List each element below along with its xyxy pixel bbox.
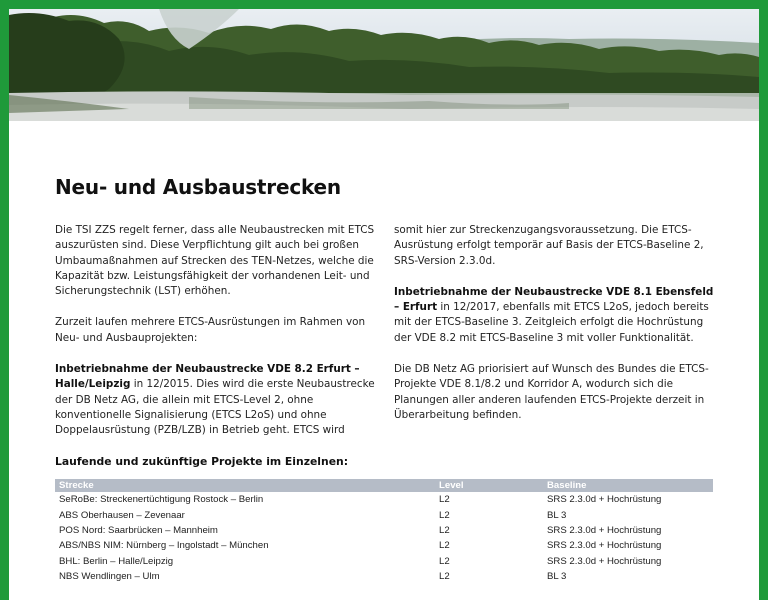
page-frame: [9, 9, 759, 600]
paragraph: [394, 285, 716, 346]
table-cell: L2: [439, 509, 450, 521]
table-cell: SeRoBe: Streckenertüchtigung Rostock – Berlin: [59, 494, 264, 506]
table-row: [55, 507, 713, 522]
table-row: [55, 569, 713, 584]
paragraph: Zurzeit laufen mehrere ETCS-Ausrüstungen im Rahmen von Neu- und Ausbauprojekten:: [55, 316, 366, 344]
page-title: Neu- und Ausbaustrecken: [55, 175, 341, 199]
paragraph: [55, 362, 377, 438]
table-cell: NBS Wendlingen – Ulm: [59, 571, 160, 583]
column-header-baseline: Baseline: [543, 479, 713, 492]
table-row: [55, 538, 713, 553]
table-cell: L2: [439, 494, 450, 506]
banner-photo: [9, 9, 759, 121]
paragraph-text: in 12/2017, ebenfalls mit ETCS L2oS, jedoch bereits mit der ETCS-Baseline 3. Zeitgleich erfolgt die Hochrüstung der VDE 8.2 mit ETCS-Baseline 3 mit voller Funktionalität.: [394, 301, 709, 344]
table-cell: SRS 2.3.0d + Hochrüstung: [547, 524, 662, 536]
table-cell: ABS/NBS NIM: Nürnberg – Ingolstadt – München: [59, 540, 269, 552]
landscape-image: [9, 9, 759, 121]
table-row: [55, 554, 713, 569]
table-cell: BL 3: [547, 509, 567, 521]
table-header-row: [55, 479, 713, 492]
paragraph: Die DB Netz AG priorisiert auf Wunsch des Bundes die ETCS-Projekte VDE 8.1/8.2 und Korridor A, wodurch sich die Planungen aller anderen laufenden ETCS-Projekte derzeit in Überarbeitung befinden.: [394, 363, 709, 421]
table-cell: L2: [439, 571, 450, 583]
paragraph-bold-lead: Inbetriebnahme der Neubaustrecke VDE 8.2 Erfurt – Halle/Leipzig: [55, 363, 360, 391]
table-cell: L2: [439, 540, 450, 552]
table-cell: BL 3: [547, 571, 567, 583]
table-cell: SRS 2.3.0d + Hochrüstung: [547, 540, 662, 552]
paragraph-bold-lead: Inbetriebnahme der Neubaustrecke VDE 8.1 Ebensfeld – Erfurt: [394, 285, 714, 314]
table-cell: BHL: Berlin – Halle/Leipzig: [59, 555, 174, 567]
table-cell: L2: [439, 524, 450, 536]
projects-table: [55, 479, 713, 584]
table-cell: SRS 2.3.0d + Hochrüstung: [547, 494, 662, 506]
paragraph-text: in 12/2015. Dies wird die erste Neubaustrecke der DB Netz AG, die allein mit ETCS-Level 2, ohne konventionelle Signalisierung (ETCS L2oS) und ohne Doppelausrüstung (PZB/LZB) in Betrieb geht. ETCS wird: [55, 378, 375, 437]
table-row: [55, 492, 713, 507]
paragraph: Die TSI ZZS regelt ferner, dass alle Neubaustrecken mit ETCS auszurüsten sind. Diese Verpflichtung gilt auch bei großen Umbaumaßnahmen auf Strecken des TEN-Netzes, welche die Kapazität bzw. Leistungsfähigkeit der vorhandenen Leit- und Sicherungstechnik (LST) erhöhen.: [55, 224, 375, 298]
table-cell: ABS Oberhausen – Zevenaar: [59, 509, 185, 521]
column-header-strecke: Strecke: [55, 479, 435, 492]
table-row: [55, 523, 713, 538]
column-header-level: Level: [435, 479, 543, 492]
table-cell: SRS 2.3.0d + Hochrüstung: [547, 555, 662, 567]
table-cell: L2: [439, 555, 450, 567]
left-text-column: [55, 223, 377, 455]
right-text-column: [394, 223, 716, 439]
projects-heading: Laufende und zukünftige Projekte im Einzelnen:: [55, 455, 349, 468]
paragraph: somit hier zur Streckenzugangsvoraussetzung. Die ETCS-Ausrüstung erfolgt temporär auf Basis der ETCS-Baseline 2, SRS-Version 2.3.0d.: [394, 224, 704, 267]
table-cell: POS Nord: Saarbrücken – Mannheim: [59, 524, 218, 536]
